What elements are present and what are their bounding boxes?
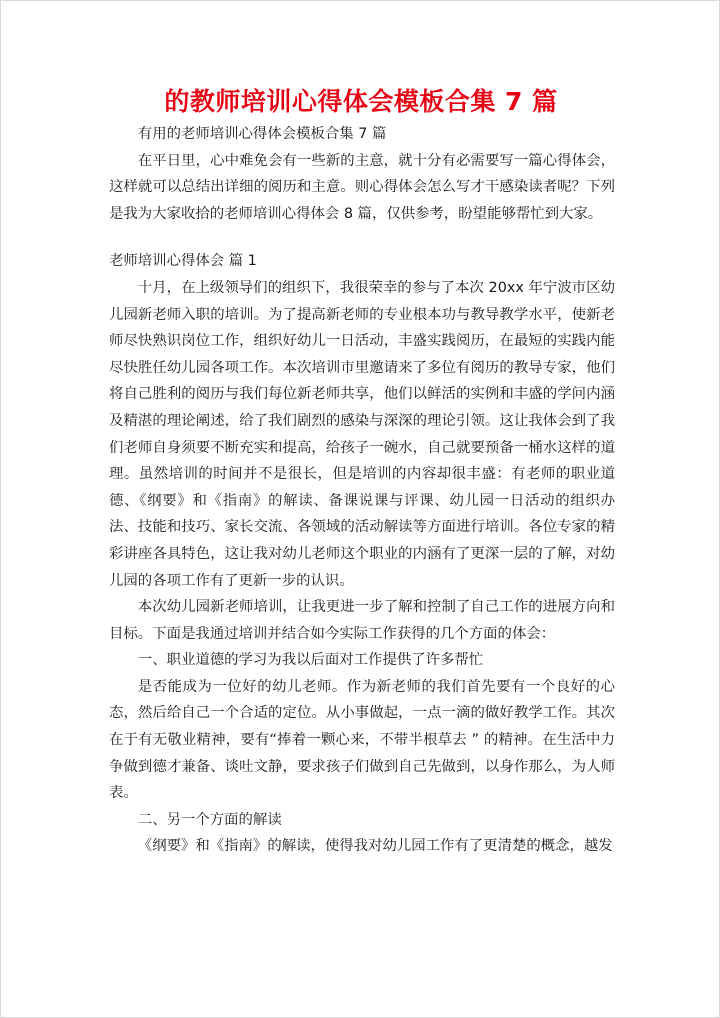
document-subtitle: 有用的老师培训心得体会模板合集 7 篇 (137, 126, 387, 142)
section-heading: 老师培训心得体会 篇 1 (109, 253, 257, 270)
body-paragraph: 是否能成为一位好的幼儿老师。作为新老师的我们首先要有一个良好的心态，然后给自己一个合适的定位。从小事做起，一点一滴的做好教学工作。其次在于有无敬业精神，要有“捧着一颗心来，不带半根草去 ” 的精神。在生活中力争做到德才兼备、谈吐文静，要求孩子们做到自己先做到，以身作那么，为人师表。 (109, 678, 615, 802)
body-paragraph: 本次幼儿园新老师培训，让我更进一步了解和控制了自己工作的进展方向和目标。下面是我通过培训并结合如今实际工作获得的几个方面的体会： (109, 599, 615, 642)
document-body (109, 121, 615, 860)
document-title: 的教师培训心得体会模板合集 7 篇 (164, 87, 558, 116)
sub-heading: 一、职业道德的学习为我以后面对工作提供了许多帮忙 (137, 652, 484, 669)
body-paragraph: 十月，在上级领导们的组织下，我很荣幸的参与了本次 20xx 年宁波市区幼儿园新老师入职的培训。为了提高新老师的专业根本功与教导教学水平，使新老师尽快熟识岗位工作，组织好幼儿一日活动，丰盛实践阅历，在最短的实践内能尽快胜任幼儿园各项工作。本次培训市里邀请来了多位有阅历的教导专家，他们将自己胜利的阅历与我们每位新老师共享，他们以鲜活的实例和丰盛的学问内涵及精湛的理论阐述，给了我们剧烈的感染与深深的理论引领。这让我体会到了我们老师自身须要不断充实和提高，给孩子一碗水，自己就要预备一桶水这样的道理。虽然培训的时间并不是很长，但是培训的内容却很丰盛：有老师的职业道德、《纲要》和《指南》的解读、备课说课与评课、幼儿园一日活动的组织办法、技能和技巧、家长交流、各领域的活动解读等方面进行培训。各位专家的精彩讲座各具特色，这让我对幼儿老师这个职业的内涵有了更深一层的了解，对幼儿园的各项工作有了更新一步的认识。 (109, 279, 615, 589)
sub-heading: 二、另一个方面的解读 (137, 811, 282, 828)
body-paragraph: 《纲要》和《指南》的解读，使得我对幼儿园工作有了更清楚的概念，越发 (137, 838, 613, 855)
intro-paragraph: 在平日里，心中难免会有一些新的主意，就十分有必需要写一篇心得体会，这样就可以总结出详细的阅历和主意。则心得体会怎么写才干感染读者呢？下列是我为大家收拾的老师培训心得体会 8 篇，仅供参考，盼望能够帮忙到大家。 (109, 152, 615, 222)
